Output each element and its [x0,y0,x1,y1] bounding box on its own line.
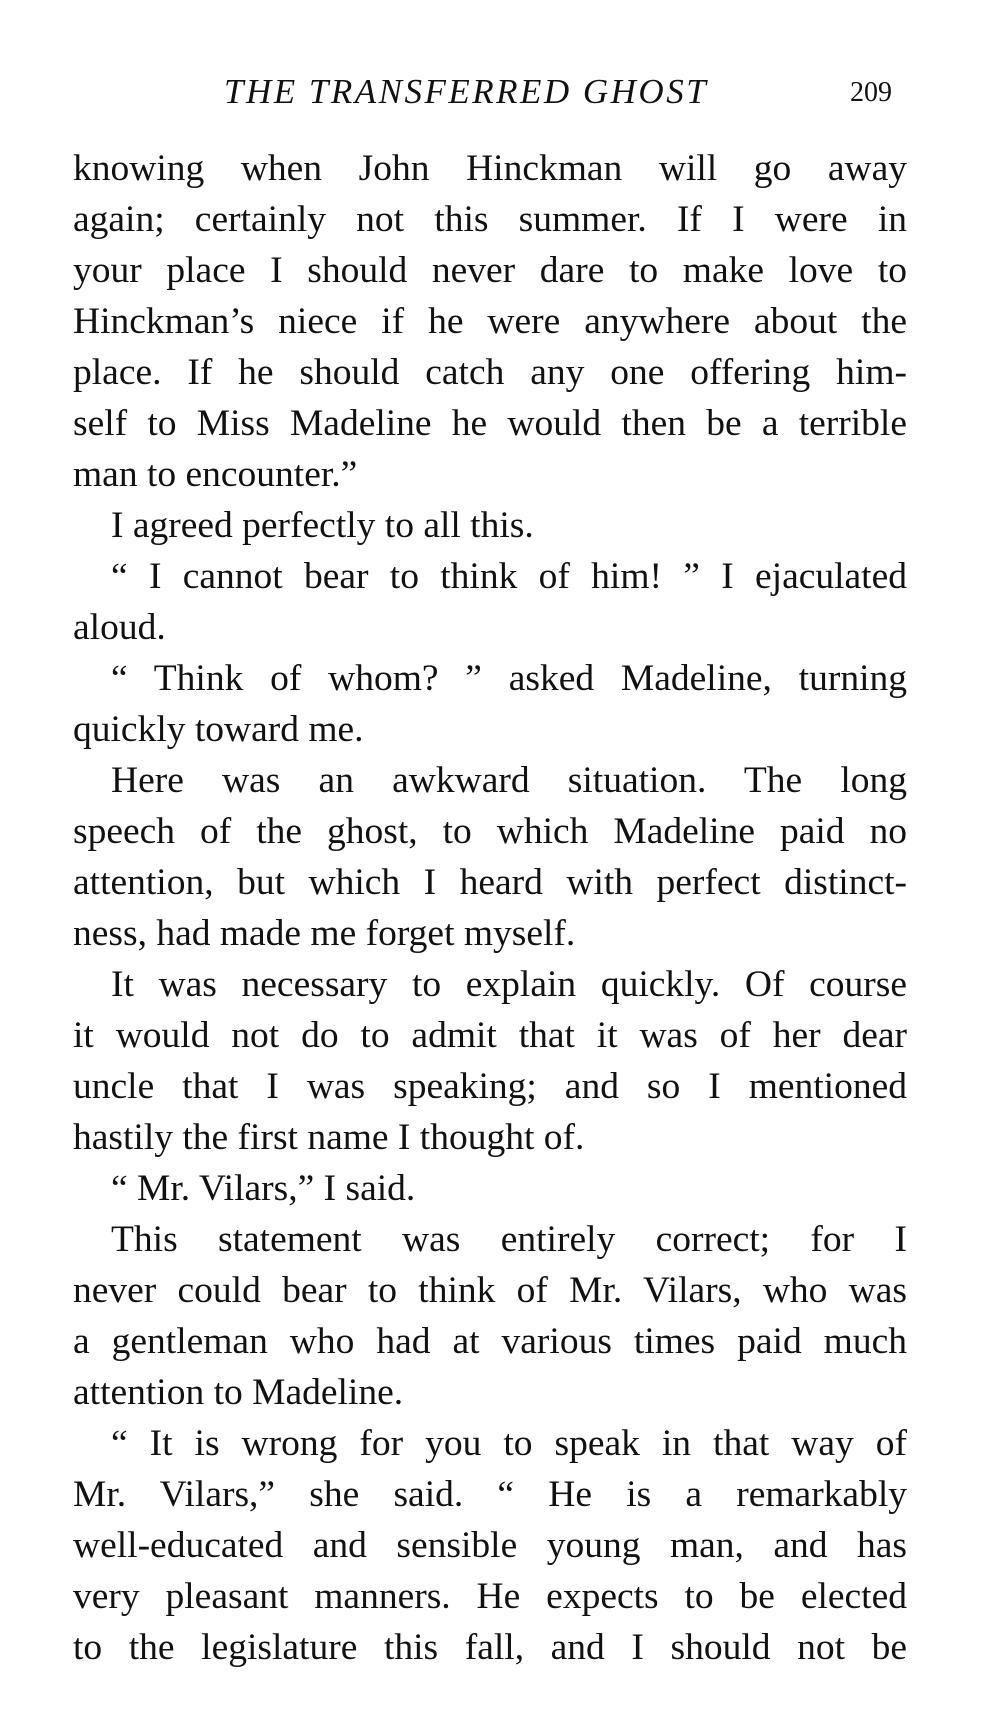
text-line-18: it would not do to admit that it was of her dear [73,1015,907,1056]
text-line-30: to the legislature this fall, and I should not be [73,1627,907,1668]
text-line-26: “ It is wrong for you to speak in that way of [111,1423,907,1464]
text-line-17: It was necessary to explain quickly. Of course [111,964,907,1005]
text-line-2: again; certainly not this summer. If I were in [73,199,907,240]
text-line-7: man to encounter.” [73,454,358,495]
text-line-8: I agreed perfectly to all this. [111,505,534,546]
text-line-1: knowing when John Hinckman will go away [73,148,907,189]
text-line-28: well-educated and sensible young man, and has [73,1525,907,1566]
text-line-10: aloud. [73,607,166,648]
text-line-13: Here was an awkward situation. The long [111,760,907,801]
text-line-14: speech of the ghost, to which Madeline paid no [73,811,907,852]
text-line-27: Mr. Vilars,” she said. “ He is a remarkably [73,1474,907,1515]
running-title: THE TRANSFERRED GHOST [224,72,709,111]
text-line-15: attention, but which I heard with perfect distinct- [73,862,907,903]
text-line-25: attention to Madeline. [73,1372,404,1413]
page-number: 209 [850,77,892,108]
running-head [66,72,900,122]
text-line-6: self to Miss Madeline he would then be a terrible [73,403,907,444]
text-line-4: Hinckman’s niece if he were anywhere about the [73,301,907,342]
text-line-11: “ Think of whom? ” asked Madeline, turning [111,658,907,699]
text-line-24: a gentleman who had at various times paid much [73,1321,907,1362]
text-line-3: your place I should never dare to make love to [73,250,907,291]
text-line-12: quickly toward me. [73,709,364,750]
text-line-16: ness, had made me forget myself. [73,913,576,954]
text-line-20: hastily the first name I thought of. [73,1117,585,1158]
text-line-9: “ I cannot bear to think of him! ” I ejaculated [111,556,907,597]
text-line-21: “ Mr. Vilars,” I said. [111,1168,416,1209]
text-line-5: place. If he should catch any one offering him- [73,352,907,393]
body-text [73,143,907,1673]
text-line-23: never could bear to think of Mr. Vilars, who was [73,1270,907,1311]
text-line-29: very pleasant manners. He expects to be elected [73,1576,907,1617]
text-line-19: uncle that I was speaking; and so I mentioned [73,1066,907,1107]
text-line-22: This statement was entirely correct; for I [111,1219,907,1260]
